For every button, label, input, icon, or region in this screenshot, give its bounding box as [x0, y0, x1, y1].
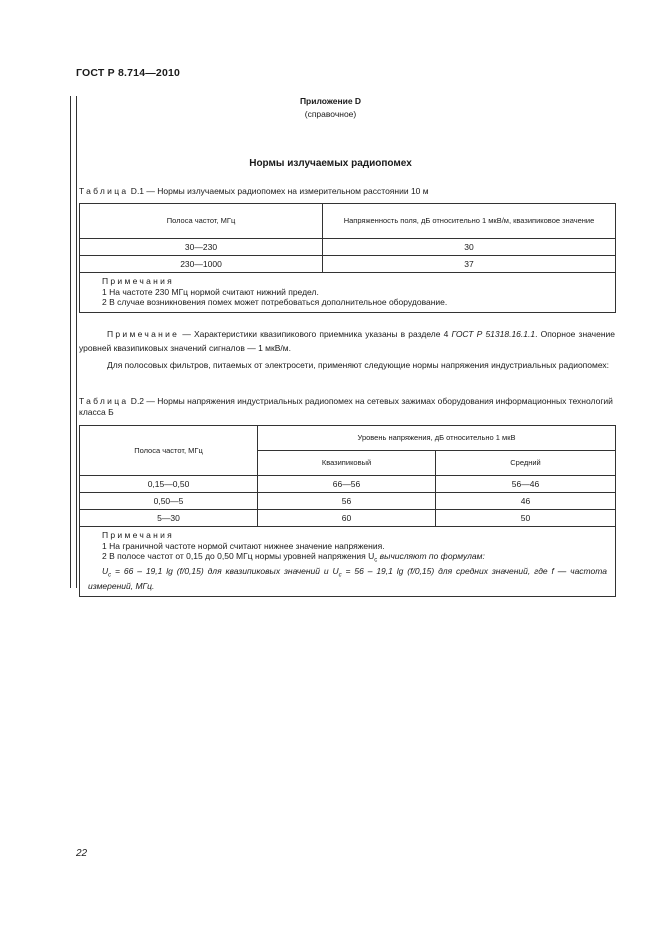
table1-caption: [79, 186, 615, 197]
table2-qp-cell: 66—56: [258, 476, 436, 493]
formula-subscript: c: [338, 572, 342, 579]
formula-subscript: c: [108, 572, 112, 579]
table2-freq-cell: 0,15—0,50: [80, 476, 258, 493]
table2-note2-subscript: c: [374, 557, 378, 564]
note-paragraph-doc-ref: ГОСТ Р 51318.16.1.1: [451, 329, 536, 339]
table1-freq-cell: 30—230: [80, 239, 323, 256]
table2-note2-text: 2 В полосе частот от 0,15 до 0,50 МГц нормы уровней напряжения U: [102, 551, 375, 561]
table2-avg-cell: 50: [436, 510, 616, 527]
table1-value-cell: 37: [323, 256, 616, 273]
table2-caption-label: Таблица: [79, 396, 129, 406]
note-paragraph-text: — Характеристики квазипикового приемника указаны в разделе 4: [179, 329, 452, 339]
table2-formula: [88, 566, 607, 592]
table1-note: 2 В случае возникновения помех может потребоваться дополнительное оборудование.: [102, 297, 448, 307]
formula-symbol: U: [102, 566, 109, 577]
appendix-title: Приложение D: [299, 96, 362, 106]
table2-note: [102, 551, 607, 566]
note-paragraph: [79, 328, 615, 355]
table2-freq-cell: 5—30: [80, 510, 258, 527]
table1-caption-text: D.1 — Нормы излучаемых радиопомех на измерительном расстоянии 10 м: [128, 186, 429, 196]
table2-notes: [80, 527, 616, 597]
table2-qp-cell: 56: [258, 493, 436, 510]
table2-col1-header: Полоса частот, МГц: [80, 426, 258, 476]
table1-notes-label: Примечания: [102, 276, 175, 286]
table2-freq-cell: 0,50—5: [80, 493, 258, 510]
revision-bars: [70, 96, 77, 588]
page-number: 22: [76, 848, 88, 859]
table-row: [80, 256, 616, 273]
table1-value-cell: 30: [323, 239, 616, 256]
table1: [79, 203, 616, 313]
table2-notes-row: [80, 527, 616, 597]
appendix-subtitle: (справочное): [304, 109, 357, 119]
table1-col2-header: Напряженность поля, дБ относительно 1 мкВ/м, квазипиковое значение: [323, 204, 616, 239]
formula-text: = 66 – 19,1 lg (f/0,15) для квазипиковых значений и U: [111, 566, 339, 577]
table1-freq-cell: 230—1000: [80, 256, 323, 273]
section-title: Нормы излучаемых радиопомех: [249, 158, 412, 169]
table2-quasipeak-header: Квазипиковый: [258, 451, 436, 476]
table2-caption-text: D.2 — Нормы напряжения индустриальных радиопомех на сетевых зажимах оборудования информационных технологий класса Б: [79, 396, 613, 417]
table-row: [80, 493, 616, 510]
table2-qp-cell: 60: [258, 510, 436, 527]
table2-avg-cell: 56—46: [436, 476, 616, 493]
table1-note: 1 На частоте 230 МГц нормой считают нижний предел.: [102, 286, 319, 297]
formula-text-end: = 56 – 19,1 lg (f/0,15) для средних значений, где f — частота измерений, МГц.: [88, 566, 607, 592]
table-row: [80, 510, 616, 527]
note-paragraph-label: Примечание: [107, 329, 180, 339]
document-header: ГОСТ Р 8.714—2010: [76, 67, 181, 79]
table1-notes: [80, 273, 616, 313]
table1-caption-label: Таблица: [79, 186, 129, 196]
table2-header-row: [80, 426, 616, 451]
table1-header-row: [80, 204, 616, 239]
table2-note: 1 На граничной частоте нормой считают нижнее значение напряжения.: [102, 540, 385, 551]
table1-notes-row: [80, 273, 616, 313]
table2-group-header: Уровень напряжения, дБ относительно 1 мкВ: [258, 426, 616, 451]
table1-col1-header: Полоса частот, МГц: [80, 204, 323, 239]
table-row: [80, 476, 616, 493]
table2: [79, 425, 616, 597]
body-paragraph: Для полосовых фильтров, питаемых от электросети, применяют следующие нормы напряжения индустриальных радиопомех:: [107, 360, 610, 370]
table2-notes-label: Примечания: [102, 530, 175, 540]
table2-average-header: Средний: [436, 451, 616, 476]
table2-note2-text-end: вычисляют по формулам:: [377, 551, 485, 561]
table2-avg-cell: 46: [436, 493, 616, 510]
table2-caption: [79, 396, 615, 418]
note-paragraph-text-end: . Опорное значение уровней квазипиковых значений сигналов — 1 мкВ/м.: [79, 329, 616, 353]
table-row: [80, 239, 616, 256]
